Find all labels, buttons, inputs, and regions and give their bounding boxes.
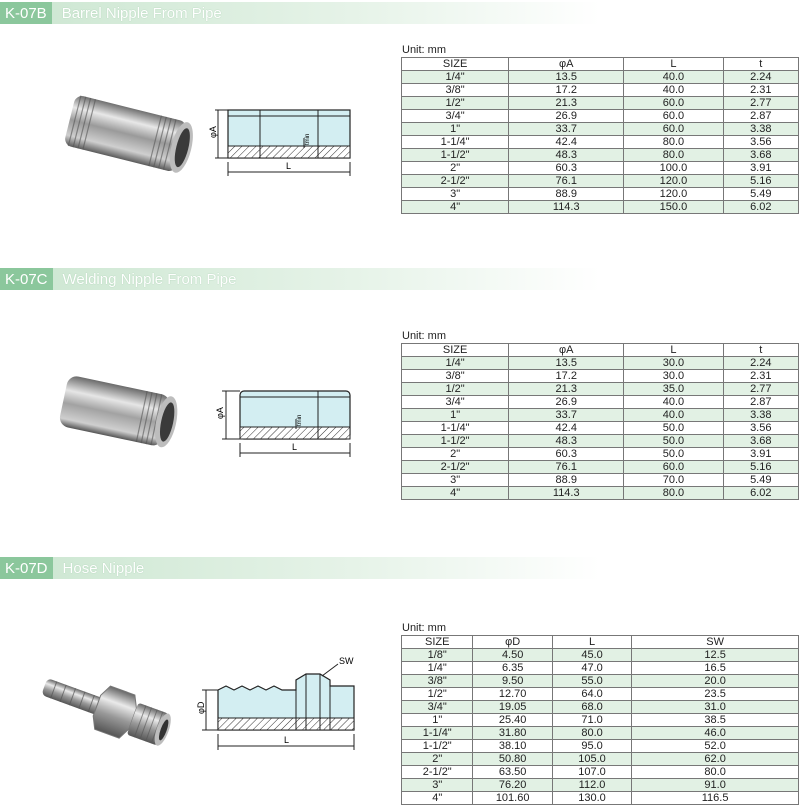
unit-label: Unit: mm [402, 44, 446, 56]
drawing-label-diameter: φA [215, 407, 225, 419]
cell: 101.60 [473, 792, 552, 805]
cell: 2.24 [723, 71, 798, 84]
table-row [402, 357, 799, 370]
cell: 50.80 [473, 753, 552, 766]
table-row [402, 662, 799, 675]
table-row [402, 201, 799, 214]
welding-nipple-drawing [210, 383, 360, 463]
cell: 112.0 [552, 779, 631, 792]
table-header-row [402, 58, 799, 71]
cell: 2-1/2" [402, 461, 509, 474]
cell: 38.5 [632, 714, 799, 727]
cell: 68.0 [552, 701, 631, 714]
cell: 26.9 [509, 110, 624, 123]
col-header-size: SIZE [402, 344, 509, 357]
table-header-row [402, 344, 799, 357]
spec-table-k07b [401, 57, 799, 214]
table-row [402, 435, 799, 448]
drawing-label-diameter: φA [208, 126, 218, 138]
table-row [402, 461, 799, 474]
cell: 3" [402, 474, 509, 487]
table-row [402, 675, 799, 688]
col-header-diameter: φA [509, 58, 624, 71]
table-row [402, 649, 799, 662]
cell: 47.0 [552, 662, 631, 675]
cell: 3/4" [402, 701, 473, 714]
cell: 23.5 [632, 688, 799, 701]
hose-nipple-drawing [196, 652, 366, 756]
col-header-sw: SW [632, 636, 799, 649]
cell: 60.0 [624, 123, 723, 136]
table-row [402, 422, 799, 435]
cell: 2.77 [723, 383, 798, 396]
col-header-thickness: t [723, 58, 798, 71]
table-row [402, 123, 799, 136]
cell: 52.0 [632, 740, 799, 753]
table-row [402, 383, 799, 396]
cell: 1/2" [402, 688, 473, 701]
cell: 13.5 [509, 71, 624, 84]
cell: 1" [402, 123, 509, 136]
cell: 12.5 [632, 649, 799, 662]
cell: 130.0 [552, 792, 631, 805]
cell: 80.0 [624, 487, 723, 500]
drawing-label-length: L [286, 161, 292, 171]
drawing-label-diameter: φD [196, 701, 206, 714]
table-row [402, 71, 799, 84]
cell: 50.0 [624, 448, 723, 461]
cell: 60.3 [509, 162, 624, 175]
barrel-nipple-drawing [210, 100, 360, 182]
cell: 3.91 [723, 448, 798, 461]
cell: 4" [402, 487, 509, 500]
col-header-length: L [552, 636, 631, 649]
cell: 46.0 [632, 727, 799, 740]
cell: 33.7 [509, 123, 624, 136]
cell: 45.0 [552, 649, 631, 662]
barrel-nipple-photo [52, 88, 202, 188]
cell: 1/4" [402, 357, 509, 370]
cell: 3" [402, 779, 473, 792]
cell: 1" [402, 714, 473, 727]
cell: 33.7 [509, 409, 624, 422]
col-header-diameter: φD [473, 636, 552, 649]
cell: 19.05 [473, 701, 552, 714]
cell: 71.0 [552, 714, 631, 727]
table-row [402, 448, 799, 461]
cell: 1-1/2" [402, 740, 473, 753]
col-header-size: SIZE [402, 636, 473, 649]
cell: 1/8" [402, 649, 473, 662]
cell: 16.5 [632, 662, 799, 675]
cell: 1-1/4" [402, 136, 509, 149]
cell: 1" [402, 409, 509, 422]
cell: 6.02 [723, 487, 798, 500]
table-row [402, 136, 799, 149]
cell: 70.0 [624, 474, 723, 487]
cell: 60.0 [624, 97, 723, 110]
cell: 2" [402, 753, 473, 766]
table-row [402, 84, 799, 97]
cell: 40.0 [624, 409, 723, 422]
cell: 35.0 [624, 383, 723, 396]
cell: 2-1/2" [402, 175, 509, 188]
cell: 60.0 [624, 461, 723, 474]
drawing-label-wall: tmin [297, 414, 303, 426]
cell: 80.0 [624, 149, 723, 162]
cell: 150.0 [624, 201, 723, 214]
cell: 120.0 [624, 188, 723, 201]
drawing-label-length: L [292, 442, 298, 452]
cell: 100.0 [624, 162, 723, 175]
cell: 1-1/2" [402, 149, 509, 162]
cell: 50.0 [624, 435, 723, 448]
table-row [402, 370, 799, 383]
cell: 3.38 [723, 123, 798, 136]
section-title: Hose Nipple [53, 557, 600, 579]
table-row [402, 753, 799, 766]
table-row [402, 792, 799, 805]
table-row [402, 175, 799, 188]
section-code: K-07C [0, 268, 53, 290]
cell: 40.0 [624, 396, 723, 409]
cell: 62.0 [632, 753, 799, 766]
cell: 25.40 [473, 714, 552, 727]
drawing-label-wall: tmin [305, 133, 311, 145]
spec-table-k07c [401, 343, 799, 500]
table-header-row [402, 636, 799, 649]
cell: 50.0 [624, 422, 723, 435]
cell: 31.0 [632, 701, 799, 714]
cell: 2.31 [723, 370, 798, 383]
cell: 80.0 [552, 727, 631, 740]
cell: 3/8" [402, 675, 473, 688]
cell: 5.16 [723, 461, 798, 474]
cell: 95.0 [552, 740, 631, 753]
cell: 5.49 [723, 474, 798, 487]
unit-label: Unit: mm [402, 622, 446, 634]
drawing-label-length: L [284, 735, 290, 745]
section-code: K-07D [0, 557, 53, 579]
cell: 76.1 [509, 461, 624, 474]
table-row [402, 97, 799, 110]
cell: 9.50 [473, 675, 552, 688]
spec-table-k07d [401, 635, 799, 805]
cell: 17.2 [509, 370, 624, 383]
cell: 5.49 [723, 188, 798, 201]
cell: 6.02 [723, 201, 798, 214]
table-row [402, 396, 799, 409]
cell: 3/4" [402, 110, 509, 123]
cell: 107.0 [552, 766, 631, 779]
cell: 6.35 [473, 662, 552, 675]
cell: 12.70 [473, 688, 552, 701]
hose-nipple-photo [36, 670, 176, 750]
cell: 20.0 [632, 675, 799, 688]
cell: 3/4" [402, 396, 509, 409]
cell: 2-1/2" [402, 766, 473, 779]
cell: 13.5 [509, 357, 624, 370]
unit-label: Unit: mm [402, 330, 446, 342]
cell: 30.0 [624, 370, 723, 383]
cell: 48.3 [509, 149, 624, 162]
section-header-k07c [0, 268, 600, 290]
cell: 21.3 [509, 97, 624, 110]
cell: 3/8" [402, 84, 509, 97]
cell: 4.50 [473, 649, 552, 662]
cell: 116.5 [632, 792, 799, 805]
table-row [402, 727, 799, 740]
cell: 2.87 [723, 110, 798, 123]
cell: 60.0 [624, 110, 723, 123]
cell: 26.9 [509, 396, 624, 409]
cell: 21.3 [509, 383, 624, 396]
cell: 4" [402, 792, 473, 805]
cell: 3.91 [723, 162, 798, 175]
table-row [402, 409, 799, 422]
cell: 42.4 [509, 136, 624, 149]
section-title: Barrel Nipple From Pipe [52, 2, 600, 24]
cell: 91.0 [632, 779, 799, 792]
cell: 3.68 [723, 435, 798, 448]
table-row [402, 188, 799, 201]
table-row [402, 714, 799, 727]
table-row [402, 766, 799, 779]
cell: 31.80 [473, 727, 552, 740]
cell: 30.0 [624, 357, 723, 370]
cell: 80.0 [624, 136, 723, 149]
cell: 1/2" [402, 383, 509, 396]
col-header-length: L [624, 58, 723, 71]
col-header-diameter: φA [509, 344, 624, 357]
section-code: K-07B [0, 2, 52, 24]
table-row [402, 740, 799, 753]
cell: 40.0 [624, 84, 723, 97]
table-row [402, 162, 799, 175]
cell: 60.3 [509, 448, 624, 461]
cell: 2.87 [723, 396, 798, 409]
table-row [402, 149, 799, 162]
cell: 17.2 [509, 84, 624, 97]
cell: 48.3 [509, 435, 624, 448]
cell: 1-1/2" [402, 435, 509, 448]
col-header-length: L [624, 344, 723, 357]
cell: 3.56 [723, 136, 798, 149]
col-header-size: SIZE [402, 58, 509, 71]
cell: 38.10 [473, 740, 552, 753]
cell: 120.0 [624, 175, 723, 188]
section-header-k07d [0, 557, 600, 579]
cell: 76.1 [509, 175, 624, 188]
table-row [402, 701, 799, 714]
cell: 1/4" [402, 71, 509, 84]
cell: 2.77 [723, 97, 798, 110]
cell: 76.20 [473, 779, 552, 792]
cell: 64.0 [552, 688, 631, 701]
cell: 3.56 [723, 422, 798, 435]
cell: 40.0 [624, 71, 723, 84]
cell: 1/4" [402, 662, 473, 675]
table-row [402, 474, 799, 487]
cell: 105.0 [552, 753, 631, 766]
cell: 63.50 [473, 766, 552, 779]
cell: 5.16 [723, 175, 798, 188]
table-row [402, 110, 799, 123]
cell: 4" [402, 201, 509, 214]
section-header-k07b [0, 2, 600, 24]
section-title: Welding Nipple From Pipe [53, 268, 600, 290]
drawing-label-sw: SW [339, 656, 354, 666]
cell: 88.9 [509, 474, 624, 487]
cell: 55.0 [552, 675, 631, 688]
cell: 80.0 [632, 766, 799, 779]
cell: 114.3 [509, 201, 624, 214]
cell: 3/8" [402, 370, 509, 383]
col-header-thickness: t [723, 344, 798, 357]
welding-nipple-photo [50, 368, 190, 458]
table-row [402, 779, 799, 792]
cell: 3.68 [723, 149, 798, 162]
cell: 3" [402, 188, 509, 201]
cell: 2.31 [723, 84, 798, 97]
cell: 42.4 [509, 422, 624, 435]
cell: 2.24 [723, 357, 798, 370]
cell: 1-1/4" [402, 422, 509, 435]
cell: 1-1/4" [402, 727, 473, 740]
cell: 88.9 [509, 188, 624, 201]
cell: 2" [402, 448, 509, 461]
cell: 3.38 [723, 409, 798, 422]
cell: 114.3 [509, 487, 624, 500]
table-row [402, 688, 799, 701]
cell: 1/2" [402, 97, 509, 110]
table-row [402, 487, 799, 500]
cell: 2" [402, 162, 509, 175]
